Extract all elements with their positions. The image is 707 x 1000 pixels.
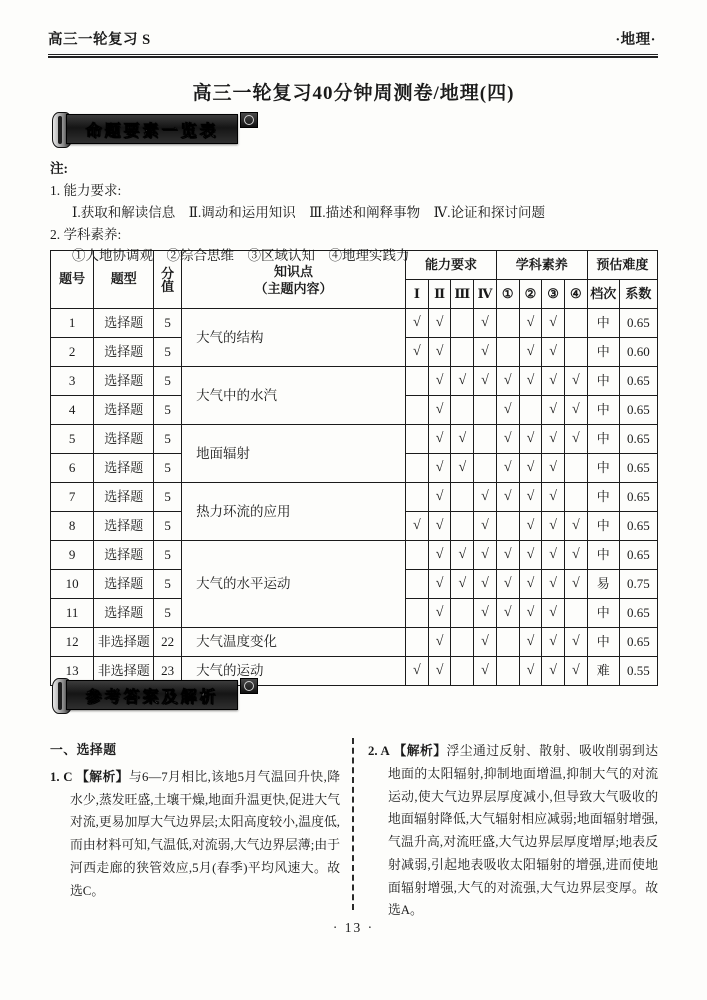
- cell-literacy-3: √: [542, 454, 565, 483]
- cell-ability-4: √: [474, 512, 497, 541]
- cell-literacy-2: √: [519, 512, 542, 541]
- cell-question-type: 选择题: [94, 454, 154, 483]
- answer-body-2: 浮尘通过反射、散射、吸收削弱到达地面的太阳辐射,抑制地面增温,抑制大气的对流运动,使大气边界层厚度减小,但导致大气吸收的地面辐射降低,大气辐射相应减弱;地面辐射增强,气温升高,对流旺盛,大气边界层厚度增厚;地表反射减弱,引起地表吸收太阳辐射的增强,进而使地面辐射增强,大气的对流强,大气边界层变厚。故选A。: [388, 744, 658, 918]
- cell-ability-2: √: [428, 512, 451, 541]
- cell-question-type: 选择题: [94, 367, 154, 396]
- cell-ability-2: √: [428, 483, 451, 512]
- answers-column-left: [50, 740, 340, 922]
- cell-ability-4: √: [474, 628, 497, 657]
- cell-ability-2: √: [428, 599, 451, 628]
- cell-difficulty-level: 中: [587, 338, 619, 367]
- cell-ability-3: [451, 483, 474, 512]
- cell-literacy-4: √: [564, 367, 587, 396]
- cell-difficulty-level: 中: [587, 396, 619, 425]
- cell-difficulty-level: 中: [587, 599, 619, 628]
- cell-question-type: 选择题: [94, 512, 154, 541]
- cell-difficulty-level: 中: [587, 512, 619, 541]
- cell-literacy-2: √: [519, 367, 542, 396]
- answers-section: [50, 740, 658, 922]
- cell-score: 5: [154, 512, 182, 541]
- cell-question-type: 选择题: [94, 541, 154, 570]
- cell-score: 22: [154, 628, 182, 657]
- cell-question-no: 8: [51, 512, 94, 541]
- cell-literacy-4: [564, 454, 587, 483]
- cell-difficulty-coef: 0.65: [619, 599, 657, 628]
- cell-ability-2: √: [428, 309, 451, 338]
- cell-literacy-2: [519, 396, 542, 425]
- cell-difficulty-level: 中: [587, 483, 619, 512]
- cell-difficulty-level: 中: [587, 309, 619, 338]
- table-row: [51, 367, 658, 396]
- answer-body-1: 与6—7月相比,该地5月气温回升快,降水少,蒸发旺盛,土壤干燥,地面升温更快,促进大气对流,更易加厚大气边界层;太阳高度较小,温度低,而由材料可知,气温低,对流弱,大气边界层薄;由于河西走廊的狭管效应,5月(春季)平均风速大。故选C。: [70, 769, 341, 898]
- cell-literacy-2: √: [519, 541, 542, 570]
- cell-question-no: 10: [51, 570, 94, 599]
- cell-ability-4: √: [474, 338, 497, 367]
- cell-ability-4: √: [474, 309, 497, 338]
- cell-difficulty-coef: 0.65: [619, 425, 657, 454]
- cell-difficulty-coef: 0.65: [619, 454, 657, 483]
- running-header-right: ·地理·: [615, 32, 656, 48]
- cell-literacy-1: [496, 338, 519, 367]
- cell-literacy-3: √: [542, 367, 565, 396]
- col-header-ability-4: Ⅳ: [474, 280, 497, 309]
- col-header-ability-2: Ⅱ: [428, 280, 451, 309]
- cell-literacy-3: √: [542, 541, 565, 570]
- cell-literacy-2: √: [519, 425, 542, 454]
- spec-table-head: [51, 251, 658, 309]
- col-group-literacy: 学科素养: [496, 251, 587, 280]
- cell-ability-3: √: [451, 367, 474, 396]
- cell-question-type: 选择题: [94, 425, 154, 454]
- cell-ability-1: [406, 454, 429, 483]
- col-header-knowledge-top: 知识点: [274, 263, 314, 279]
- col-header-type: 题型: [94, 251, 154, 309]
- cell-literacy-2: √: [519, 628, 542, 657]
- cell-literacy-2: √: [519, 454, 542, 483]
- cell-question-type: 非选择题: [94, 628, 154, 657]
- cell-difficulty-level: 中: [587, 628, 619, 657]
- col-header-knowledge: [182, 251, 406, 309]
- cell-knowledge-point: 地面辐射: [182, 425, 406, 483]
- cell-literacy-2: √: [519, 657, 542, 686]
- section-banner-label: 参考答案及解析: [85, 686, 219, 706]
- cell-literacy-4: √: [564, 570, 587, 599]
- cell-difficulty-level: 中: [587, 454, 619, 483]
- cell-ability-2: √: [428, 628, 451, 657]
- cell-ability-2: √: [428, 570, 451, 599]
- col-header-level: 档次: [587, 280, 619, 309]
- cell-ability-3: [451, 309, 474, 338]
- cell-literacy-2: √: [519, 599, 542, 628]
- cell-ability-1: √: [406, 657, 429, 686]
- cell-ability-4: [474, 396, 497, 425]
- cell-literacy-4: √: [564, 657, 587, 686]
- notes-literacy-detail: ①人地协调观 ②综合思维 ③区域认知 ④地理实践力: [72, 248, 410, 264]
- cell-ability-4: √: [474, 541, 497, 570]
- cell-knowledge-point: 大气中的水汽: [182, 367, 406, 425]
- cell-score: 5: [154, 483, 182, 512]
- col-group-ability: 能力要求: [406, 251, 497, 280]
- cell-literacy-3: √: [542, 628, 565, 657]
- cell-difficulty-coef: 0.55: [619, 657, 657, 686]
- cell-ability-4: √: [474, 570, 497, 599]
- cell-literacy-1: √: [496, 483, 519, 512]
- cell-literacy-3: √: [542, 483, 565, 512]
- cell-ability-3: [451, 657, 474, 686]
- cell-score: 5: [154, 454, 182, 483]
- cell-ability-1: [406, 483, 429, 512]
- cell-literacy-4: √: [564, 425, 587, 454]
- cell-literacy-4: [564, 599, 587, 628]
- cell-score: 5: [154, 541, 182, 570]
- cell-knowledge-point: 大气的结构: [182, 309, 406, 367]
- cell-score: 5: [154, 367, 182, 396]
- cell-ability-1: √: [406, 338, 429, 367]
- cell-literacy-1: √: [496, 454, 519, 483]
- cell-difficulty-coef: 0.60: [619, 338, 657, 367]
- col-header-score: [154, 251, 182, 309]
- cell-ability-4: √: [474, 599, 497, 628]
- cell-literacy-3: √: [542, 309, 565, 338]
- cell-literacy-2: √: [519, 338, 542, 367]
- cell-question-no: 3: [51, 367, 94, 396]
- cell-knowledge-point: 大气温度变化: [182, 628, 406, 657]
- cell-ability-1: √: [406, 309, 429, 338]
- cell-difficulty-coef: 0.65: [619, 367, 657, 396]
- table-row: [51, 425, 658, 454]
- cell-literacy-4: [564, 483, 587, 512]
- cell-literacy-3: √: [542, 570, 565, 599]
- cell-knowledge-point: 热力环流的应用: [182, 483, 406, 541]
- answer-mark-2: 2. A: [368, 744, 390, 758]
- col-header-coef: 系数: [619, 280, 657, 309]
- cell-ability-4: [474, 425, 497, 454]
- cell-question-no: 6: [51, 454, 94, 483]
- cell-question-type: 选择题: [94, 570, 154, 599]
- cell-literacy-1: √: [496, 599, 519, 628]
- cell-literacy-1: √: [496, 425, 519, 454]
- cell-literacy-1: √: [496, 396, 519, 425]
- spec-table: [50, 250, 658, 686]
- cell-literacy-4: [564, 338, 587, 367]
- section-banner-answers: [48, 678, 268, 712]
- cell-question-no: 11: [51, 599, 94, 628]
- cell-difficulty-coef: 0.65: [619, 396, 657, 425]
- cell-difficulty-level: 中: [587, 425, 619, 454]
- page-title: 高三一轮复习40分钟周测卷/地理(四): [192, 83, 515, 104]
- section-banner-spec-table: [48, 112, 268, 146]
- cell-question-type: 选择题: [94, 483, 154, 512]
- answers-section-label: 一、选择题: [50, 743, 117, 758]
- cell-question-type: 非选择题: [94, 657, 154, 686]
- cell-literacy-1: [496, 628, 519, 657]
- cell-literacy-4: √: [564, 396, 587, 425]
- table-row: [51, 483, 658, 512]
- col-header-literacy-4: ④: [564, 280, 587, 309]
- cell-difficulty-coef: 0.65: [619, 483, 657, 512]
- running-header: [48, 28, 656, 49]
- cell-score: 5: [154, 425, 182, 454]
- cell-ability-2: √: [428, 396, 451, 425]
- scroll-tail-icon: [240, 112, 258, 128]
- cell-literacy-2: √: [519, 483, 542, 512]
- page-number: · 13 ·: [332, 920, 375, 935]
- cell-difficulty-level: 中: [587, 541, 619, 570]
- cell-question-no: 1: [51, 309, 94, 338]
- answer-tag-2: 【解析】: [393, 744, 447, 758]
- col-header-literacy-2: ②: [519, 280, 542, 309]
- cell-ability-2: √: [428, 541, 451, 570]
- cell-literacy-4: √: [564, 512, 587, 541]
- cell-score: 23: [154, 657, 182, 686]
- cell-score: 5: [154, 309, 182, 338]
- cell-ability-3: √: [451, 425, 474, 454]
- cell-literacy-3: √: [542, 657, 565, 686]
- cell-ability-3: [451, 512, 474, 541]
- table-row: [51, 628, 658, 657]
- col-group-difficulty: 预估难度: [587, 251, 657, 280]
- cell-difficulty-level: 难: [587, 657, 619, 686]
- cell-ability-1: [406, 367, 429, 396]
- notes-title: 注:: [50, 161, 68, 176]
- cell-literacy-1: √: [496, 367, 519, 396]
- cell-question-no: 4: [51, 396, 94, 425]
- cell-literacy-4: √: [564, 541, 587, 570]
- answer-mark-1: 1. C: [50, 769, 73, 784]
- cell-ability-1: [406, 570, 429, 599]
- cell-ability-2: √: [428, 338, 451, 367]
- cell-question-no: 5: [51, 425, 94, 454]
- section-banner-label: 命题要素一览表: [85, 120, 219, 140]
- cell-literacy-2: √: [519, 309, 542, 338]
- cell-question-no: 2: [51, 338, 94, 367]
- cell-ability-1: [406, 541, 429, 570]
- col-header-literacy-1: ①: [496, 280, 519, 309]
- cell-knowledge-point: 大气的水平运动: [182, 541, 406, 628]
- cell-ability-3: [451, 628, 474, 657]
- cell-difficulty-level: 易: [587, 570, 619, 599]
- cell-literacy-3: √: [542, 396, 565, 425]
- cell-question-no: 12: [51, 628, 94, 657]
- col-header-knowledge-bottom: （主题内容）: [254, 280, 333, 296]
- table-row: [51, 541, 658, 570]
- cell-ability-3: [451, 396, 474, 425]
- running-header-left: 高三一轮复习 S: [48, 32, 151, 48]
- notes-line-ability: 1. 能力要求:: [50, 182, 122, 198]
- cell-ability-4: √: [474, 657, 497, 686]
- cell-knowledge-point: 大气的运动: [182, 657, 406, 686]
- col-header-ability-3: Ⅲ: [451, 280, 474, 309]
- cell-literacy-3: √: [542, 512, 565, 541]
- cell-literacy-4: [564, 309, 587, 338]
- cell-ability-2: √: [428, 367, 451, 396]
- header-rule: [48, 54, 658, 58]
- cell-ability-1: [406, 628, 429, 657]
- cell-ability-3: √: [451, 454, 474, 483]
- cell-score: 5: [154, 599, 182, 628]
- cell-ability-1: [406, 425, 429, 454]
- cell-ability-3: √: [451, 541, 474, 570]
- cell-literacy-4: √: [564, 628, 587, 657]
- cell-literacy-3: √: [542, 338, 565, 367]
- cell-ability-1: √: [406, 512, 429, 541]
- cell-difficulty-coef: 0.65: [619, 628, 657, 657]
- cell-ability-4: [474, 454, 497, 483]
- cell-ability-2: √: [428, 454, 451, 483]
- notes-line-literacy: 2. 学科素养:: [50, 226, 122, 242]
- answer-tag-1: 【解析】: [76, 769, 129, 784]
- col-header-no: 题号: [51, 251, 94, 309]
- cell-question-type: 选择题: [94, 338, 154, 367]
- col-header-score-top: 分: [161, 265, 175, 281]
- cell-question-no: 9: [51, 541, 94, 570]
- cell-ability-3: [451, 599, 474, 628]
- cell-difficulty-level: 中: [587, 367, 619, 396]
- cell-difficulty-coef: 0.65: [619, 309, 657, 338]
- notes-ability-detail: Ⅰ.获取和解读信息 Ⅱ.调动和运用知识 Ⅲ.描述和阐释事物 Ⅳ.论证和探讨问题: [72, 204, 546, 220]
- cell-ability-3: [451, 338, 474, 367]
- cell-question-type: 选择题: [94, 599, 154, 628]
- cell-question-no: 7: [51, 483, 94, 512]
- col-header-literacy-3: ③: [542, 280, 565, 309]
- col-header-ability-1: Ⅰ: [406, 280, 429, 309]
- cell-literacy-3: √: [542, 425, 565, 454]
- answers-column-right: [368, 740, 658, 922]
- cell-literacy-1: [496, 309, 519, 338]
- cell-question-type: 选择题: [94, 396, 154, 425]
- cell-ability-4: √: [474, 367, 497, 396]
- scroll-tail-icon: [240, 678, 258, 694]
- cell-score: 5: [154, 338, 182, 367]
- cell-score: 5: [154, 570, 182, 599]
- spec-table-body: [51, 309, 658, 686]
- cell-ability-3: √: [451, 570, 474, 599]
- cell-difficulty-coef: 0.65: [619, 541, 657, 570]
- cell-literacy-1: [496, 512, 519, 541]
- cell-ability-4: √: [474, 483, 497, 512]
- cell-question-type: 选择题: [94, 309, 154, 338]
- cell-literacy-1: √: [496, 541, 519, 570]
- cell-difficulty-coef: 0.75: [619, 570, 657, 599]
- cell-ability-2: √: [428, 425, 451, 454]
- answer-item-1: [50, 766, 340, 903]
- cell-question-no: 13: [51, 657, 94, 686]
- cell-ability-2: √: [428, 657, 451, 686]
- cell-ability-1: [406, 599, 429, 628]
- answer-item-2: [368, 740, 658, 922]
- cell-literacy-2: √: [519, 570, 542, 599]
- cell-literacy-1: [496, 657, 519, 686]
- col-header-score-bottom: 值: [161, 278, 175, 294]
- cell-ability-1: [406, 396, 429, 425]
- cell-literacy-3: √: [542, 599, 565, 628]
- table-row: [51, 309, 658, 338]
- cell-literacy-1: √: [496, 570, 519, 599]
- cell-difficulty-coef: 0.65: [619, 512, 657, 541]
- cell-score: 5: [154, 396, 182, 425]
